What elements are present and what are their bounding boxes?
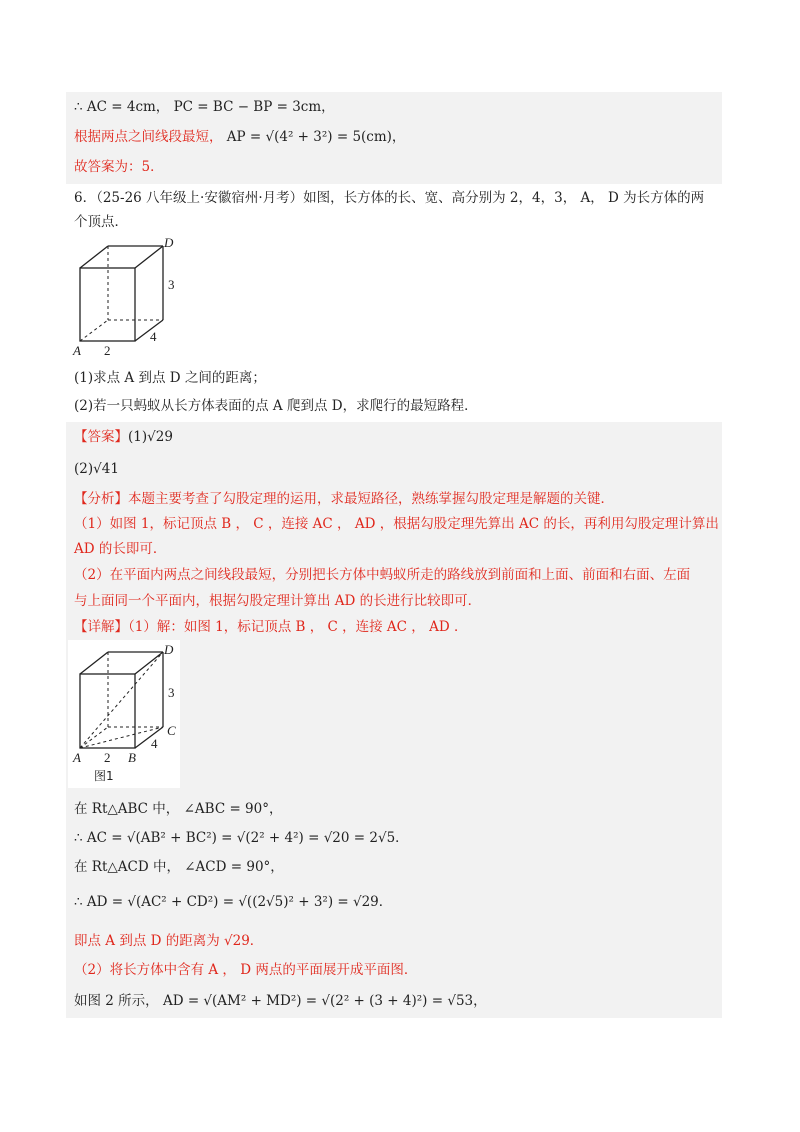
fig1-label-D: D — [164, 642, 174, 657]
top-line-1: ∴ AC = 4cm， PC = BC − BP = 3cm， — [74, 99, 335, 115]
answer-1: (1)√29 — [128, 429, 173, 445]
fig-label-d: 4 — [150, 329, 157, 344]
cuboid-figure — [68, 234, 188, 359]
top-line-2-prefix: 根据两点之间线段最短， — [74, 129, 223, 145]
fig1-label-C: C — [167, 723, 176, 738]
question-line-2: 个顶点． — [74, 214, 128, 230]
detail-line-3: ∴ AC = √(AB² + BC²) = √(2² + 4²) = √20 = 2√5． — [74, 830, 409, 846]
question-part-2: (2)若一只蚂蚁从长方体表面的点 A 爬到点 D，求爬行的最短路程． — [74, 398, 478, 414]
fig-label-A: A — [73, 343, 81, 358]
top-line-2 — [74, 128, 405, 146]
fig-label-w: 2 — [104, 343, 111, 358]
detail-line-1: 【详解】（1）解：如图 1，标记顶点 B ， C ，连接 AC ， AD ． — [74, 619, 468, 635]
top-line-3: 故答案为：5． — [74, 159, 164, 175]
detail-line-7: （2）将长方体中含有 A ， D 两点的平面展开成平面图． — [74, 962, 418, 978]
question-part-1: (1)求点 A 到点 D 之间的距离； — [74, 370, 266, 386]
analysis-line-2: （1）如图 1，标记顶点 B ， C ，连接 AC ， AD ，根据勾股定理先算出 AC 的长，再利用勾股定理计算出 — [74, 516, 719, 532]
detail-line-8: 如图 2 所示， AD = √(AM² + MD²) = √(2² + (3 + 4)²) = √53， — [74, 993, 487, 1009]
analysis-line-3: AD 的长即可． — [74, 541, 167, 557]
answer-2: (2)√41 — [74, 461, 119, 477]
fig-label-D: D — [164, 235, 174, 250]
analysis-line-4: （2）在平面内两点之间线段最短，分别把长方体中蚂蚁所走的路线放到前面和上面、前面和右面、左面 — [74, 567, 691, 583]
fig1-caption: 图1 — [94, 769, 114, 783]
figure-1 — [68, 640, 180, 788]
fig-label-h: 3 — [168, 277, 175, 292]
answer-label: 【答案】 — [74, 429, 128, 445]
fig1-label-A: A — [73, 750, 81, 765]
answer-line-1 — [74, 428, 173, 446]
fig1-label-B: B — [128, 750, 136, 765]
analysis-line-5: 与上面同一个平面内，根据勾股定理计算出 AD 的长进行比较即可． — [74, 593, 482, 609]
detail-line-5: ∴ AD = √(AC² + CD²) = √((2√5)² + 3²) = √29． — [74, 894, 393, 910]
question-line-1: 6．（25-26 八年级上·安徽宿州·月考）如图，长方体的长、宽、高分别为 2，4，3， A， D 为长方体的两 — [74, 190, 705, 206]
fig1-label-h: 3 — [168, 685, 175, 700]
detail-line-2: 在 Rt△ABC 中， ∠ABC = 90°， — [74, 801, 283, 817]
analysis-line-1: 【分析】本题主要考查了勾股定理的运用，求最短路径，熟练掌握勾股定理是解题的关键． — [74, 491, 614, 507]
top-line-2-formula: AP = √(4² + 3²) = 5(cm)， — [226, 129, 406, 145]
fig1-label-w: 2 — [104, 750, 111, 765]
fig1-label-d: 4 — [151, 736, 158, 751]
detail-line-4: 在 Rt△ACD 中， ∠ACD = 90°， — [74, 859, 284, 875]
detail-line-6: 即点 A 到点 D 的距离为 √29． — [74, 933, 264, 949]
